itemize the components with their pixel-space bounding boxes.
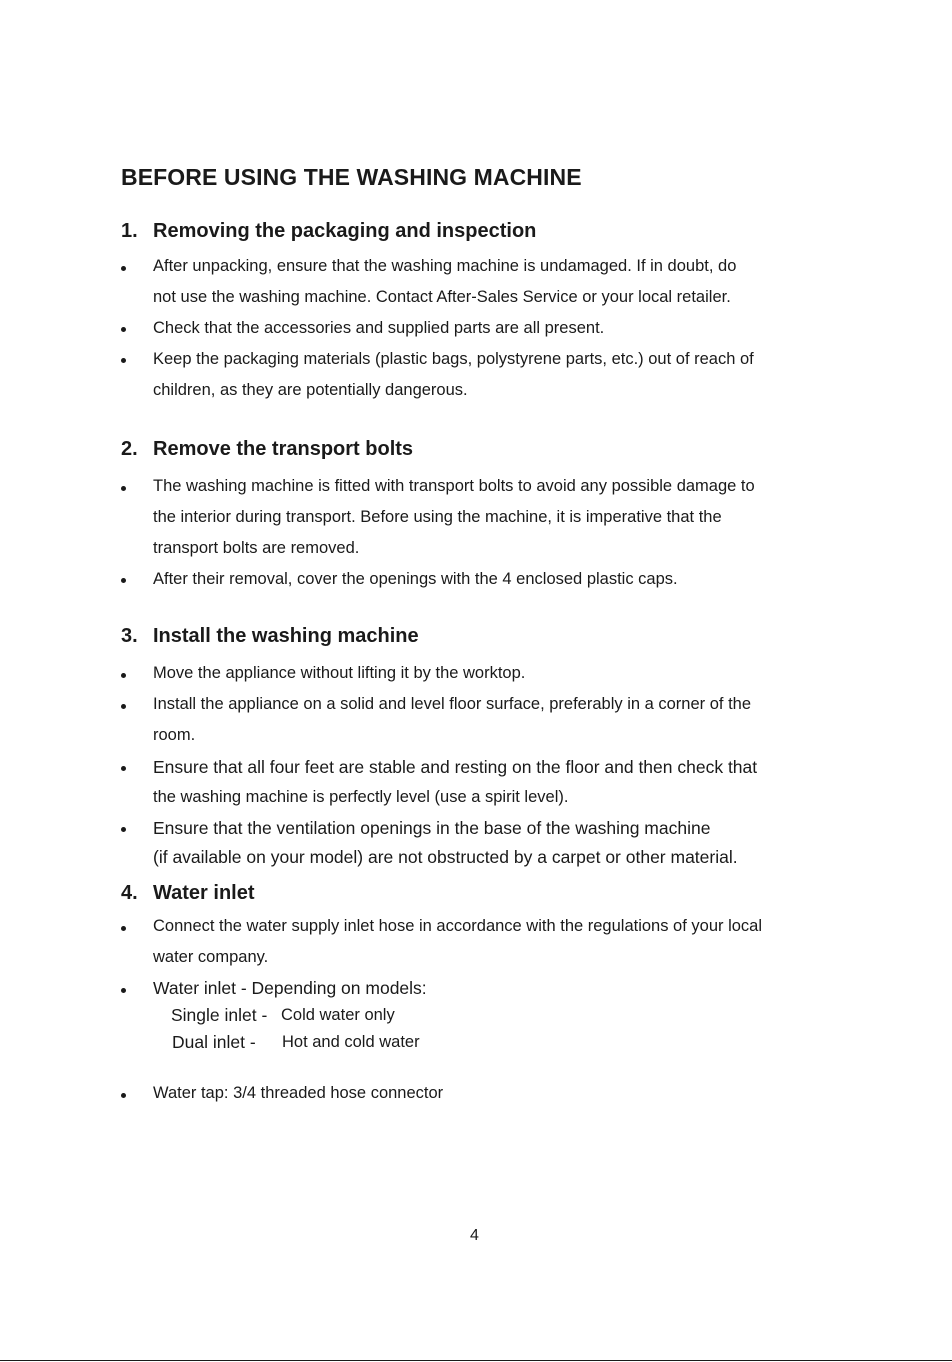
list-item-text: After unpacking, ensure that the washing machine is undamaged. If in doubt, do: [153, 257, 737, 275]
section-title: Install the washing machine: [153, 625, 419, 647]
list-item-text: Water inlet - Depending on models:: [153, 978, 427, 998]
bullet-icon: [121, 1093, 126, 1098]
section-number: 2.: [121, 438, 138, 460]
bottom-border-divider: [0, 1360, 952, 1361]
bullet-icon: [121, 704, 126, 709]
inlet-type-label: Single inlet -: [171, 1005, 268, 1025]
section-number: 3.: [121, 625, 138, 647]
list-item-text: the interior during transport. Before using the machine, it is imperative that the: [153, 508, 722, 526]
list-item-text: room.: [153, 726, 196, 744]
list-item-text: the washing machine is perfectly level (use a spirit level).: [153, 788, 569, 806]
section-number: 4.: [121, 882, 138, 904]
bullet-icon: [121, 827, 126, 832]
section-title: Removing the packaging and inspection: [153, 220, 537, 242]
bullet-icon: [121, 766, 126, 771]
inlet-type-value: Hot and cold water: [282, 1033, 420, 1051]
bullet-icon: [121, 673, 126, 678]
bullet-icon: [121, 988, 126, 993]
bullet-icon: [121, 486, 126, 491]
section-title: Remove the transport bolts: [153, 438, 414, 460]
list-item-text: Ensure that all four feet are stable and resting on the floor and then check that: [153, 757, 758, 777]
bullet-icon: [121, 578, 126, 583]
page-number: 4: [470, 1227, 479, 1244]
list-item-text: water company.: [153, 948, 269, 966]
bullet-icon: [121, 926, 126, 931]
section-number: 1.: [121, 220, 138, 242]
list-item-text: (if available on your model) are not obstructed by a carpet or other material.: [153, 847, 738, 867]
page-title: BEFORE USING THE WASHING MACHINE: [121, 164, 582, 190]
section-title: Water inlet: [153, 882, 255, 904]
bullet-icon: [121, 358, 126, 363]
list-item-text: After their removal, cover the openings with the 4 enclosed plastic caps.: [153, 570, 678, 588]
list-item-text: Move the appliance without lifting it by the worktop.: [153, 664, 526, 682]
list-item-text: The washing machine is fitted with transport bolts to avoid any possible damage to: [153, 477, 755, 495]
bullet-icon: [121, 327, 126, 332]
list-item-text: not use the washing machine. Contact After-Sales Service or your local retailer.: [153, 288, 731, 306]
list-item-text: Install the appliance on a solid and level floor surface, preferably in a corner of the: [153, 695, 752, 713]
list-item-text: Ensure that the ventilation openings in the base of the washing machine: [153, 818, 711, 838]
inlet-type-value: Cold water only: [281, 1006, 395, 1024]
inlet-type-label: Dual inlet -: [172, 1032, 256, 1052]
list-item-text: Check that the accessories and supplied parts are all present.: [153, 319, 605, 337]
list-item-text: transport bolts are removed.: [153, 539, 360, 557]
list-item-text: Keep the packaging materials (plastic bags, polystyrene parts, etc.) out of reach of: [153, 350, 754, 368]
list-item-text: Water tap: 3/4 threaded hose connector: [153, 1084, 444, 1102]
list-item-text: Connect the water supply inlet hose in accordance with the regulations of your local: [153, 917, 763, 935]
bullet-icon: [121, 266, 126, 271]
list-item-text: children, as they are potentially dangerous.: [153, 381, 468, 399]
